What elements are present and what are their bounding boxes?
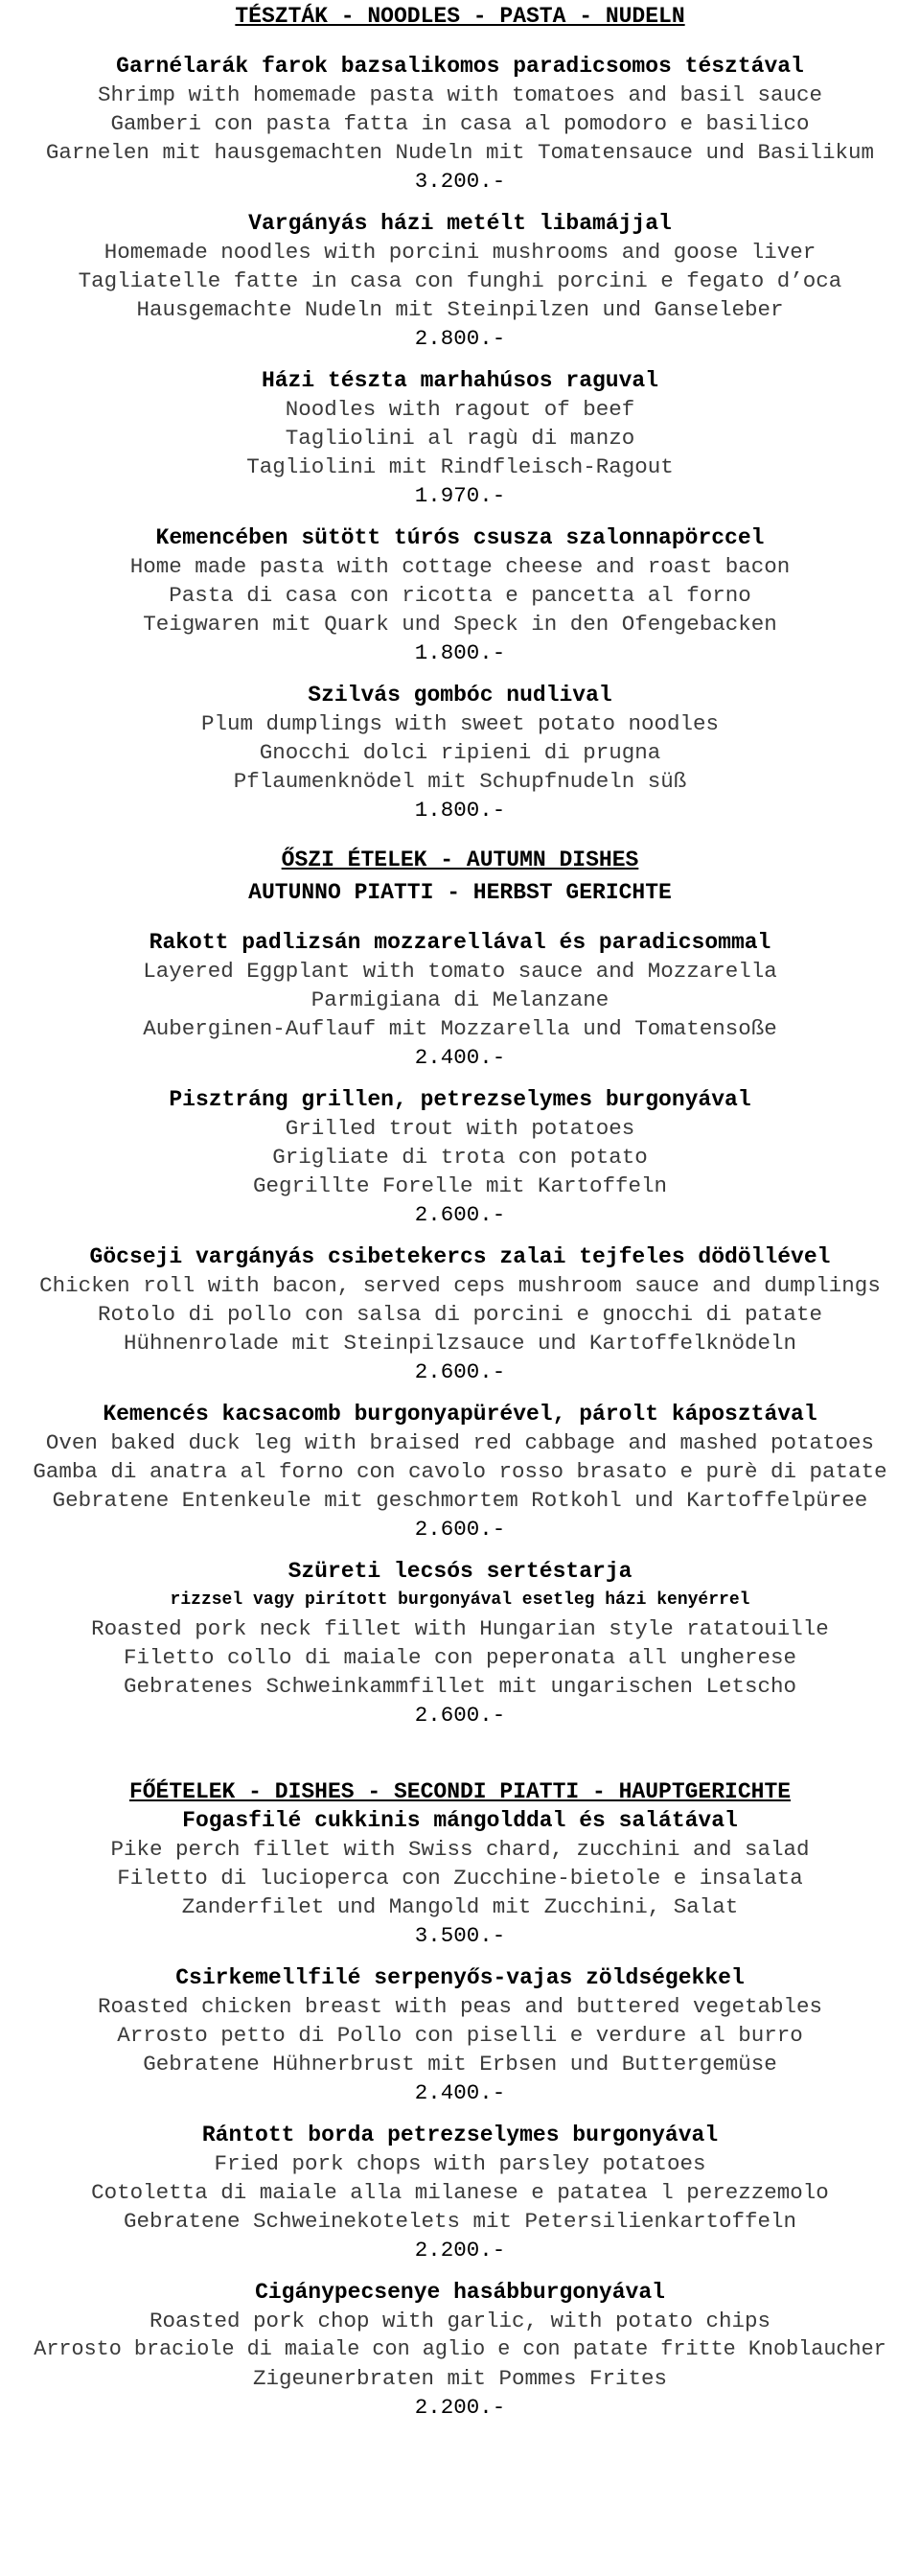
- dish-name: Cigánypecsenye hasábburgonyával: [255, 2280, 665, 2305]
- dish-description-en: Oven baked duck leg with braised red cabbage and mashed potatoes: [45, 1430, 875, 1455]
- dish-description-de: Pflaumenknödel mit Schupfnudeln süß: [233, 769, 687, 794]
- dish-item: [0, 1400, 920, 1543]
- dish-name: Rántott borda petrezselymes burgonyával: [201, 2123, 719, 2147]
- dish-description-de: Zigeunerbraten mit Pommes Frites: [252, 2366, 668, 2391]
- dish-name: Fogasfilé cukkinis mángolddal és salátával: [182, 1808, 738, 1833]
- dish-item: [0, 1557, 920, 1729]
- dish-description-en: Plum dumplings with sweet potato noodles: [200, 711, 720, 736]
- dish-description-en: Roasted pork chop with garlic, with potato chips: [149, 2309, 771, 2333]
- dish-description-it: Filetto di lucioperca con Zucchine-bietole e insalata: [117, 1866, 803, 1891]
- dish-price: 2.600.-: [414, 1202, 506, 1227]
- dish-description-de: Gegrillte Forelle mit Kartoffeln: [252, 1173, 668, 1198]
- dish-name: Csirkemellfilé serpenyős-vajas zöldségekkel: [175, 1965, 745, 1990]
- dish-name: Kemencében sütött túrós csusza szalonnapörccel: [155, 525, 765, 550]
- dish-price: 3.500.-: [414, 1923, 506, 1948]
- dish-item: [0, 1806, 920, 1950]
- dish-description-it: Pasta di casa con ricotta e pancetta al forno: [169, 583, 751, 608]
- dish-description-de: Garnelen mit hausgemachten Nudeln mit Tomatensauce und Basilikum: [45, 140, 875, 165]
- dish-price: 2.600.-: [414, 1703, 506, 1728]
- dish-description-it: Cotoletta di maiale alla milanese e patatea l perezzemolo: [91, 2180, 829, 2205]
- dish-description-it: Arrosto petto di Pollo con piselli e verdure al burro: [117, 2023, 803, 2048]
- dish-item: [0, 523, 920, 667]
- dish-item: [0, 681, 920, 824]
- dish-description-it: Gamberi con pasta fatta in casa al pomodoro e basilico: [110, 111, 810, 136]
- dish-description-de: Hausgemachte Nudeln mit Steinpilzen und Ganseleber: [136, 297, 784, 322]
- dish-item: [0, 1085, 920, 1229]
- dish-item: [0, 366, 920, 510]
- dish-description-en: Roasted pork neck fillet with Hungarian style ratatouille: [91, 1616, 829, 1641]
- dish-description-en: Grilled trout with potatoes: [285, 1116, 635, 1141]
- dish-name: Házi tészta marhahúsos raguval: [261, 368, 659, 393]
- dish-description-en: Noodles with ragout of beef: [285, 397, 635, 422]
- dish-price: 2.400.-: [414, 1045, 506, 1070]
- dish-name: Garnélarák farok bazsalikomos paradicsomos tésztával: [116, 54, 804, 79]
- dish-side-note: rizzsel vagy pirított burgonyával esetleg házi kenyérrel: [170, 1590, 750, 1610]
- dish-description-de: Teigwaren mit Quark und Speck in den Ofengebacken: [143, 612, 777, 637]
- dish-price: 2.200.-: [414, 2395, 506, 2420]
- dish-description-en: Pike perch fillet with Swiss chard, zucchini and salad: [110, 1837, 810, 1862]
- dish-item: [0, 52, 920, 196]
- menu-section-noodles: [0, 0, 920, 824]
- dish-description-it: Grigliate di trota con potato: [272, 1145, 648, 1170]
- dish-description-en: Shrimp with homemade pasta with tomatoes and basil sauce: [97, 82, 823, 107]
- dish-price: 1.800.-: [414, 640, 506, 665]
- dish-item: [0, 2278, 920, 2422]
- dish-description-it: Filetto collo di maiale con peperonata all ungherese: [123, 1645, 797, 1670]
- dish-item: [0, 1963, 920, 2107]
- dish-description-en: Roasted chicken breast with peas and buttered vegetables: [97, 1994, 823, 2019]
- dish-description-de: Hühnenrolade mit Steinpilzsauce und Kartoffelknödeln: [123, 1331, 797, 1356]
- dish-name: Szüreti lecsós sertéstarja: [288, 1559, 632, 1584]
- dish-description-en: Fried pork chops with parsley potatoes: [214, 2151, 706, 2176]
- dish-description-de: Gebratene Entenkeule mit geschmortem Rotkohl und Kartoffelpüree: [52, 1488, 868, 1513]
- dish-price: 2.800.-: [414, 326, 506, 351]
- section-subtitle: AUTUNNO PIATTI - HERBST GERICHTE: [248, 880, 672, 905]
- dish-item: [0, 1242, 920, 1386]
- section-title: TÉSZTÁK - NOODLES - PASTA - NUDELN: [235, 4, 685, 29]
- dish-description-de: Auberginen-Auflauf mit Mozzarella und Tomatensoße: [143, 1016, 777, 1041]
- dish-price: 1.800.-: [414, 798, 506, 823]
- dish-description-it: Arrosto braciole di maiale con aglio e con patate fritte Knoblaucher: [34, 2337, 886, 2361]
- dish-price: 2.400.-: [414, 2080, 506, 2105]
- dish-description-it: Gnocchi dolci ripieni di prugna: [259, 740, 661, 765]
- dish-item: [0, 209, 920, 353]
- dish-price: 1.970.-: [414, 483, 506, 508]
- dish-description-en: Layered Eggplant with tomato sauce and Mozzarella: [143, 959, 777, 984]
- dish-description-it: Rotolo di pollo con salsa di porcini e gnocchi di patate: [97, 1302, 823, 1327]
- dish-description-it: Tagliolini al ragù di manzo: [285, 426, 635, 451]
- section-title: FŐÉTELEK - DISHES - SECONDI PIATTI - HAUPTGERICHTE: [128, 1779, 792, 1804]
- dish-description-it: Gamba di anatra al forno con cavolo rosso brasato e purè di patate: [33, 1459, 887, 1484]
- dish-price: 2.200.-: [414, 2238, 506, 2263]
- dish-description-en: Homemade noodles with porcini mushrooms and goose liver: [104, 240, 816, 265]
- dish-description-de: Tagliolini mit Rindfleisch-Ragout: [246, 454, 674, 479]
- dish-name: Vargányás házi metélt libamájjal: [248, 211, 672, 236]
- dish-item: [0, 2121, 920, 2264]
- dish-description-it: Parmigiana di Melanzane: [310, 987, 610, 1012]
- dish-price: 3.200.-: [414, 169, 506, 194]
- dish-description-de: Gebratene Schweinekotelets mit Petersilienkartoffeln: [123, 2209, 797, 2234]
- dish-name: Göcseji vargányás csibetekercs zalai tejfeles dödöllével: [89, 1244, 831, 1269]
- dish-description-de: Gebratene Hühnerbrust mit Erbsen und Buttergemüse: [143, 2052, 777, 2077]
- menu-section-autumn: [0, 846, 920, 1729]
- section-title: ŐSZI ÉTELEK - AUTUMN DISHES: [281, 847, 639, 872]
- dish-description-en: Home made pasta with cottage cheese and roast bacon: [129, 554, 791, 579]
- dish-description-de: Gebratenes Schweinkammfillet mit ungarischen Letscho: [123, 1674, 797, 1699]
- dish-description-de: Zanderfilet und Mangold mit Zucchini, Salat: [181, 1894, 739, 1919]
- dish-name: Pisztráng grillen, petrezselymes burgonyával: [169, 1087, 751, 1112]
- dish-name: Rakott padlizsán mozzarellával és paradicsommal: [149, 930, 771, 955]
- dish-price: 2.600.-: [414, 1517, 506, 1542]
- dish-name: Kemencés kacsacomb burgonyapürével, párolt káposztával: [103, 1402, 817, 1427]
- dish-description-it: Tagliatelle fatte in casa con funghi porcini e fegato d’oca: [78, 268, 842, 293]
- menu-section-main-dishes: [0, 1777, 920, 2422]
- dish-item: [0, 928, 920, 1072]
- dish-price: 2.600.-: [414, 1359, 506, 1384]
- dish-description-en: Chicken roll with bacon, served ceps mushroom sauce and dumplings: [39, 1273, 881, 1298]
- dish-name: Szilvás gombóc nudlival: [308, 683, 612, 708]
